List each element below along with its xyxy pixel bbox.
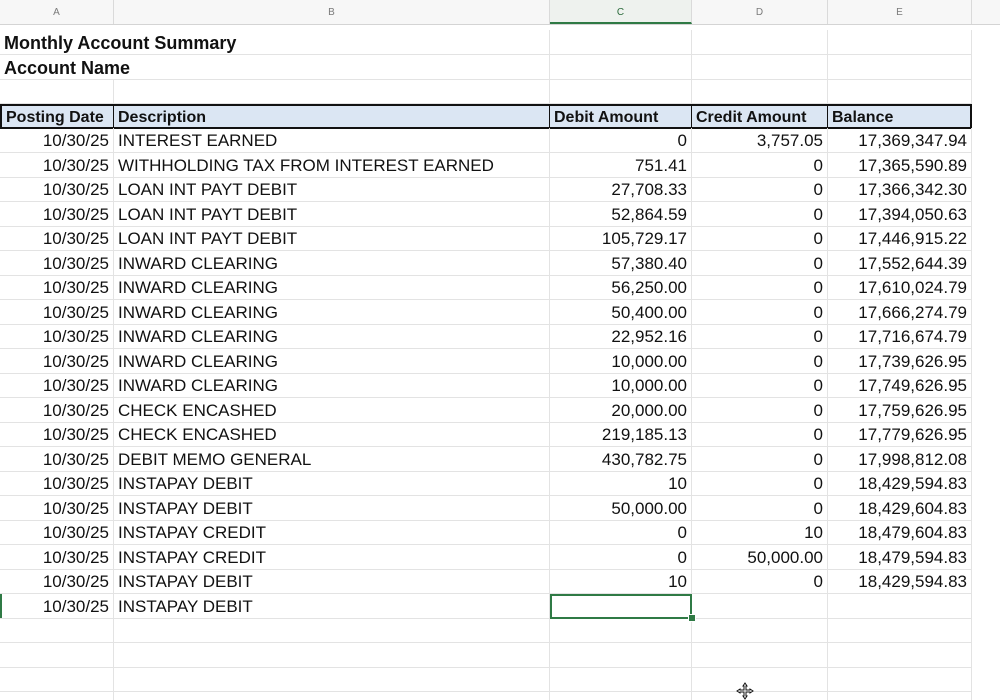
debit-amount-cell[interactable]: 27,708.33 [550,177,692,202]
table-row [0,128,1000,153]
empty-cell[interactable] [828,55,972,80]
credit-amount-cell[interactable]: 0 [692,202,828,227]
credit-amount-cell[interactable]: 10 [692,520,828,545]
table-header-row [0,104,1000,129]
empty-row [0,692,1000,700]
table-row [0,202,1000,227]
empty-cell[interactable] [692,55,828,80]
active-row-marker [0,594,2,619]
posting-date-cell[interactable]: 10/30/25 [0,520,114,545]
debit-amount-cell[interactable]: 50,000.00 [550,496,692,521]
credit-amount-cell[interactable]: 0 [692,447,828,472]
empty-cell[interactable] [828,30,972,55]
empty-cell[interactable] [828,643,972,668]
balance-cell[interactable]: 17,446,915.22 [828,226,972,251]
header-credit-amount[interactable]: Credit Amount [692,104,828,129]
posting-date-cell[interactable]: 10/30/25 [0,128,114,153]
table-row [0,251,1000,276]
posting-date-cell[interactable]: 10/30/25 [0,226,114,251]
empty-cell[interactable] [114,643,550,668]
debit-amount-cell[interactable]: 56,250.00 [550,275,692,300]
posting-date-cell[interactable]: 10/30/25 [0,471,114,496]
posting-date-cell[interactable]: 10/30/25 [0,569,114,594]
description-cell[interactable]: INSTAPAY CREDIT [114,545,550,570]
description-cell[interactable]: LOAN INT PAYT DEBIT [114,226,550,251]
empty-cell[interactable] [692,692,828,700]
credit-amount-cell[interactable]: 0 [692,226,828,251]
table-row [0,447,1000,472]
credit-amount-cell[interactable]: 0 [692,324,828,349]
credit-amount-cell[interactable]: 50,000.00 [692,545,828,570]
balance-cell[interactable]: 18,429,604.83 [828,496,972,521]
balance-cell[interactable] [828,594,972,619]
empty-cell[interactable] [550,692,692,700]
empty-cell[interactable] [114,667,550,692]
column-header-e[interactable]: E [828,0,972,24]
table-row [0,324,1000,349]
debit-amount-cell[interactable]: 22,952.16 [550,324,692,349]
empty-cell[interactable] [550,30,692,55]
empty-row [0,643,1000,668]
balance-cell[interactable]: 17,394,050.63 [828,202,972,227]
balance-cell[interactable]: 17,739,626.95 [828,349,972,374]
header-posting-date[interactable]: Posting Date [0,104,114,129]
description-cell[interactable]: INWARD CLEARING [114,349,550,374]
posting-date-cell[interactable]: 10/30/25 [0,275,114,300]
spreadsheet-grid[interactable] [0,24,1000,700]
debit-amount-cell[interactable]: 20,000.00 [550,398,692,423]
posting-date-cell[interactable]: 10/30/25 [0,251,114,276]
empty-cell[interactable] [0,667,114,692]
table-row [0,520,1000,545]
credit-amount-cell[interactable]: 0 [692,496,828,521]
debit-amount-cell[interactable]: 0 [550,128,692,153]
header-description[interactable]: Description [114,104,550,129]
debit-amount-cell[interactable]: 430,782.75 [550,447,692,472]
credit-amount-cell[interactable]: 0 [692,153,828,178]
credit-amount-cell[interactable]: 0 [692,422,828,447]
description-cell[interactable]: INSTAPAY DEBIT [114,569,550,594]
posting-date-cell[interactable]: 10/30/25 [0,594,114,619]
credit-amount-cell[interactable]: 0 [692,373,828,398]
title-row [0,55,1000,80]
debit-amount-cell[interactable]: 105,729.17 [550,226,692,251]
sheet-title[interactable]: Monthly Account Summary [0,30,114,55]
empty-cell[interactable] [692,643,828,668]
column-header-bar [0,0,1000,25]
posting-date-cell[interactable]: 10/30/25 [0,202,114,227]
empty-cell[interactable] [0,618,114,643]
active-cell[interactable] [550,594,692,619]
empty-cell[interactable] [550,643,692,668]
empty-cell[interactable] [114,692,550,700]
debit-amount-cell[interactable]: 0 [550,545,692,570]
posting-date-cell[interactable]: 10/30/25 [0,447,114,472]
description-cell[interactable]: INSTAPAY DEBIT [114,496,550,521]
description-cell[interactable]: LOAN INT PAYT DEBIT [114,177,550,202]
posting-date-cell[interactable]: 10/30/25 [0,373,114,398]
table-row [0,422,1000,447]
table-row [0,300,1000,325]
credit-amount-cell[interactable]: 0 [692,471,828,496]
empty-cell[interactable] [828,692,972,700]
empty-cell[interactable] [692,667,828,692]
empty-row [0,667,1000,692]
table-row [0,569,1000,594]
column-header-b[interactable]: B [114,0,550,24]
header-debit-amount[interactable]: Debit Amount [550,104,692,129]
debit-amount-cell[interactable]: 52,864.59 [550,202,692,227]
balance-cell[interactable]: 18,429,594.83 [828,471,972,496]
debit-amount-cell[interactable]: 10,000.00 [550,373,692,398]
empty-cell[interactable] [692,30,828,55]
posting-date-cell[interactable]: 10/30/25 [0,422,114,447]
debit-amount-cell[interactable]: 10 [550,569,692,594]
move-cursor-icon [736,682,754,700]
empty-cell[interactable] [114,30,550,55]
balance-cell[interactable]: 17,366,342.30 [828,177,972,202]
posting-date-cell[interactable]: 10/30/25 [0,496,114,521]
empty-cell[interactable] [114,55,550,80]
description-cell[interactable]: DEBIT MEMO GENERAL [114,447,550,472]
empty-cell[interactable] [828,618,972,643]
empty-cell[interactable] [828,667,972,692]
empty-cell[interactable] [114,79,550,104]
table-row [0,177,1000,202]
balance-cell[interactable]: 17,759,626.95 [828,398,972,423]
description-cell[interactable]: INWARD CLEARING [114,324,550,349]
credit-amount-cell[interactable]: 0 [692,177,828,202]
balance-cell[interactable]: 17,365,590.89 [828,153,972,178]
account-name-label[interactable]: Account Name [0,55,114,80]
debit-amount-cell[interactable]: 10 [550,471,692,496]
balance-cell[interactable]: 17,610,024.79 [828,275,972,300]
table-row [0,275,1000,300]
posting-date-cell[interactable]: 10/30/25 [0,153,114,178]
posting-date-cell[interactable]: 10/30/25 [0,324,114,349]
description-cell[interactable]: INSTAPAY DEBIT [114,594,550,619]
description-cell[interactable]: WITHHOLDING TAX FROM INTEREST EARNED [114,153,550,178]
description-cell[interactable]: INWARD CLEARING [114,373,550,398]
balance-cell[interactable]: 17,552,644.39 [828,251,972,276]
table-row [0,398,1000,423]
description-cell[interactable]: INSTAPAY DEBIT [114,471,550,496]
debit-amount-cell[interactable]: 10,000.00 [550,349,692,374]
description-cell[interactable]: INWARD CLEARING [114,300,550,325]
empty-cell[interactable] [0,79,114,104]
table-row [0,496,1000,521]
table-row [0,226,1000,251]
empty-cell[interactable] [692,618,828,643]
balance-cell[interactable]: 17,666,274.79 [828,300,972,325]
balance-cell[interactable]: 17,779,626.95 [828,422,972,447]
fill-handle[interactable] [688,614,696,622]
debit-amount-cell[interactable]: 751.41 [550,153,692,178]
description-cell[interactable]: INSTAPAY CREDIT [114,520,550,545]
empty-cell[interactable] [550,55,692,80]
credit-amount-cell[interactable]: 0 [692,300,828,325]
header-balance[interactable]: Balance [828,104,972,129]
description-cell[interactable]: INWARD CLEARING [114,275,550,300]
debit-amount-cell[interactable]: 57,380.40 [550,251,692,276]
balance-cell[interactable]: 17,998,812.08 [828,447,972,472]
empty-row [0,618,1000,643]
empty-cell[interactable] [550,667,692,692]
posting-date-cell[interactable]: 10/30/25 [0,545,114,570]
credit-amount-cell[interactable]: 0 [692,569,828,594]
description-cell[interactable]: CHECK ENCASHED [114,398,550,423]
credit-amount-cell[interactable]: 0 [692,398,828,423]
column-header-c[interactable]: C [550,0,692,24]
debit-amount-cell[interactable]: 219,185.13 [550,422,692,447]
empty-cell[interactable] [550,79,692,104]
empty-cell[interactable] [692,79,828,104]
credit-amount-cell[interactable]: 3,757.05 [692,128,828,153]
description-cell[interactable]: INWARD CLEARING [114,251,550,276]
column-header-a[interactable]: A [0,0,114,24]
title-row [0,30,1000,55]
table-row [0,545,1000,570]
table-row [0,373,1000,398]
description-cell[interactable]: CHECK ENCASHED [114,422,550,447]
credit-amount-cell[interactable]: 0 [692,349,828,374]
balance-cell[interactable]: 18,479,594.83 [828,545,972,570]
posting-date-cell[interactable]: 10/30/25 [0,177,114,202]
balance-cell[interactable]: 18,429,594.83 [828,569,972,594]
description-cell[interactable]: LOAN INT PAYT DEBIT [114,202,550,227]
description-cell[interactable]: INTEREST EARNED [114,128,550,153]
posting-date-cell[interactable]: 10/30/25 [0,349,114,374]
credit-amount-cell[interactable] [692,594,828,619]
table-row [0,349,1000,374]
empty-cell[interactable] [114,618,550,643]
empty-cell[interactable] [0,692,114,700]
column-header-d[interactable]: D [692,0,828,24]
blank-row [0,79,1000,104]
balance-cell[interactable]: 17,716,674.79 [828,324,972,349]
credit-amount-cell[interactable]: 0 [692,275,828,300]
balance-cell[interactable]: 17,749,626.95 [828,373,972,398]
empty-cell[interactable] [550,618,692,643]
balance-cell[interactable]: 18,479,604.83 [828,520,972,545]
empty-cell[interactable] [0,643,114,668]
table-row [0,153,1000,178]
posting-date-cell[interactable]: 10/30/25 [0,398,114,423]
posting-date-cell[interactable]: 10/30/25 [0,300,114,325]
table-row [0,594,1000,619]
debit-amount-cell[interactable]: 0 [550,520,692,545]
credit-amount-cell[interactable]: 0 [692,251,828,276]
debit-amount-cell[interactable]: 50,400.00 [550,300,692,325]
table-row [0,471,1000,496]
balance-cell[interactable]: 17,369,347.94 [828,128,972,153]
empty-cell[interactable] [828,79,972,104]
